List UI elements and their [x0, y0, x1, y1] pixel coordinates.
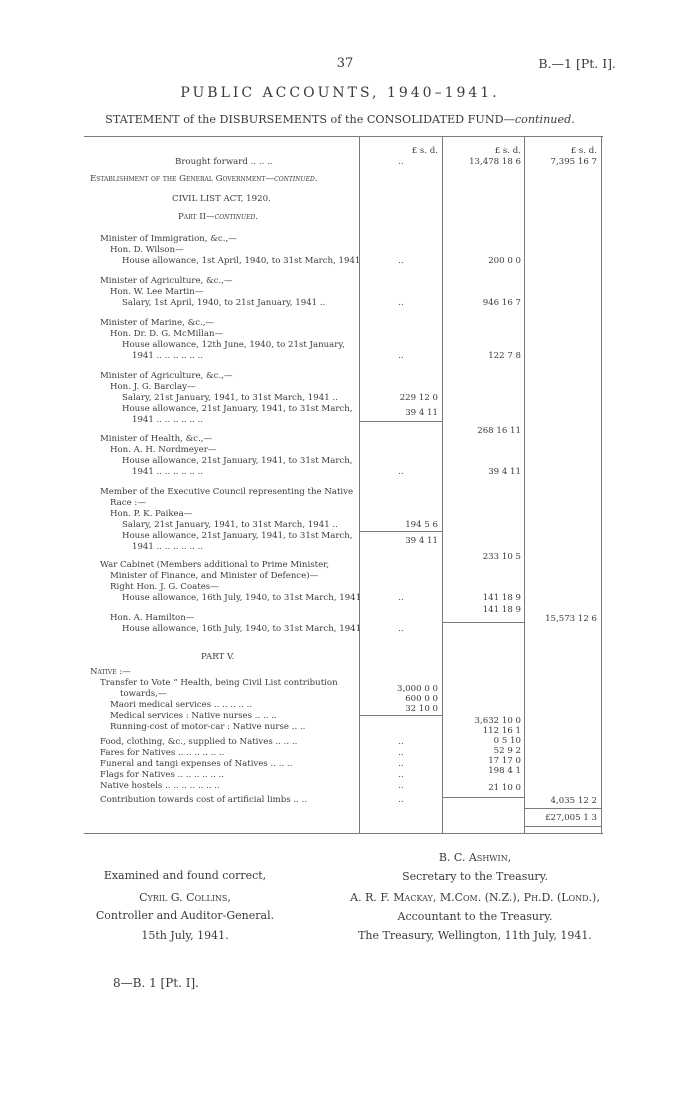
- sum-rule: [360, 715, 442, 716]
- table-bottom-rule: [84, 833, 603, 834]
- sub-item-amount: 32 10 0: [405, 704, 438, 714]
- column-rule-3: [524, 137, 525, 833]
- establishment-text: Establishment of the General Government—: [90, 174, 275, 184]
- entry-line: House allowance, 12th June, 1940, to 21st January,: [122, 340, 345, 350]
- transfer-line: towards,—: [120, 689, 167, 699]
- column-units: £ s. d.: [411, 146, 438, 156]
- entry-col2: 39 4 11: [488, 467, 521, 477]
- part-title: [178, 212, 258, 223]
- sub-item-label: Maori medical services .. .. .. .. ..: [110, 700, 253, 710]
- native-item-label: Flags for Natives .. .. .. .. .. ..: [100, 770, 225, 780]
- entry-line: Race :—: [110, 498, 146, 508]
- entry-line: House allowance, 16th July, 1940, to 31st March, 1941: [122, 593, 362, 603]
- auditor-name: Cyril G. Collins,: [139, 891, 231, 904]
- entry-line: 1941 .. .. .. .. .. ..: [132, 351, 204, 361]
- entry-line: Minister of Immigration, &c.,—: [100, 234, 237, 244]
- native-item-label: Food, clothing, &c., supplied to Natives .. .. ..: [100, 737, 298, 747]
- audit-date: 15th July, 1941.: [141, 929, 229, 942]
- transfer-total: 3,632 10 0: [474, 716, 521, 726]
- entry-col1: ..: [398, 467, 404, 477]
- entry-col2: 946 16 7: [482, 298, 521, 308]
- accountant-role: Accountant to the Treasury.: [397, 910, 553, 923]
- native-item-col1: ..: [398, 737, 404, 747]
- entry-col1-b: 39 4 11: [405, 536, 438, 546]
- native-item-col2: 0 5 10: [493, 736, 521, 746]
- native-item-label: Fares for Natives .. .. .. .. .. ..: [100, 748, 225, 758]
- sum-rule: [360, 531, 442, 532]
- entry-col2: 141 18 9: [482, 593, 521, 603]
- statement-subtitle: [60, 113, 620, 126]
- sum-rule: [443, 797, 524, 798]
- act-title: CIVIL LIST ACT, 1920.: [172, 194, 271, 204]
- examined-line: Examined and found correct,: [103, 869, 267, 882]
- entry-line: Salary, 21st January, 1941, to 31st March, 1941 ..: [122, 393, 338, 403]
- brought-forward-col3: 7,395 16 7: [550, 157, 597, 167]
- entry-col1: ..: [398, 298, 404, 308]
- transfer-line: Transfer to Vote “ Health, being Civil List contribution: [100, 678, 338, 688]
- sub-item-label: Running-cost of motor-car : Native nurse .. ..: [110, 722, 306, 732]
- sum-rule: [525, 826, 601, 827]
- entry-col2: 200 0 0: [488, 256, 521, 266]
- establishment-heading: [90, 174, 318, 185]
- entry-line: Hon. P. K. Paikea—: [110, 509, 193, 519]
- subtitle-text: STATEMENT of the DISBURSEMENTS of the CONSOLIDATED FUND—: [105, 113, 515, 126]
- entry-line: House allowance, 16th July, 1940, to 31st March, 1941: [122, 624, 362, 634]
- subtitle-continued: continued.: [514, 113, 575, 126]
- auditor-role: Controller and Auditor-General.: [95, 909, 275, 922]
- treasury-place-date: The Treasury, Wellington, 11th July, 1941.: [358, 929, 592, 942]
- native-item-col2: 21 10 0: [488, 783, 521, 793]
- sum-rule: [525, 808, 601, 809]
- page-title: PUBLIC ACCOUNTS, 1940–1941.: [180, 85, 500, 101]
- secretary-role: Secretary to the Treasury.: [402, 870, 548, 883]
- entry-line: Minister of Health, &c.,—: [100, 434, 213, 444]
- native-item-col2: 17 17 0: [488, 756, 521, 766]
- entry-line: Hon. A. H. Nordmeyer—: [110, 445, 217, 455]
- entry-col2: 268 16 11: [477, 426, 521, 436]
- native-item-col2: 112 16 1: [482, 726, 521, 736]
- entry-line: Minister of Finance, and Minister of Defence)—: [110, 571, 319, 581]
- part-v-total: 4,035 12 2: [550, 796, 597, 806]
- entry-line: House allowance, 21st January, 1941, to 31st March,: [122, 456, 353, 466]
- entry-line: Hon. D. Wilson—: [110, 245, 184, 255]
- entry-line: House allowance, 21st January, 1941, to 31st March,: [122, 531, 353, 541]
- entry-col1-a: 229 12 0: [399, 393, 438, 403]
- part-text: Part II—: [178, 212, 215, 222]
- native-item-col1: ..: [398, 759, 404, 769]
- entry-line: House allowance, 1st April, 1940, to 31st March, 1941: [122, 256, 361, 266]
- native-item-col1: ..: [398, 781, 404, 791]
- entry-col2: 233 10 5: [482, 552, 521, 562]
- sub-item-amount: 3,000 0 0: [396, 684, 438, 694]
- entry-line: Salary, 1st April, 1940, to 21st January, 1941 ..: [122, 298, 326, 308]
- entry-line: Salary, 21st January, 1941, to 31st March, 1941 ..: [122, 520, 338, 530]
- part-continued: continued.: [214, 212, 259, 222]
- entry-col1: ..: [398, 624, 404, 634]
- native-item-col1: ..: [398, 748, 404, 758]
- page-number: 37: [336, 56, 354, 71]
- column-units: £ s. d.: [494, 146, 521, 156]
- entry-col1-a: 194 5 6: [405, 520, 438, 530]
- entry-col2: 122 7 8: [488, 351, 521, 361]
- native-item-col2: 52 9 2: [493, 746, 521, 756]
- sum-rule: [360, 421, 442, 422]
- entry-line: Right Hon. J. G. Coates—: [110, 582, 219, 592]
- brought-forward-col1: ..: [398, 157, 404, 167]
- entry-line: 1941 .. .. .. .. .. ..: [132, 467, 204, 477]
- entry-line: Hon. J. G. Barclay—: [110, 382, 196, 392]
- table-top-rule: [84, 136, 603, 137]
- entry-line: Hon. W. Lee Martin—: [110, 287, 204, 297]
- entry-line: 1941 .. .. .. .. .. ..: [132, 542, 204, 552]
- entry-line: Minister of Agriculture, &c.,—: [100, 276, 233, 286]
- entry-line: House allowance, 21st January, 1941, to 31st March,: [122, 404, 353, 414]
- native-item-col1: ..: [398, 770, 404, 780]
- entry-col1-b: 39 4 11: [405, 408, 438, 418]
- entry-line: Hon. A. Hamilton—: [110, 613, 195, 623]
- entry-line: War Cabinet (Members additional to Prime Minister,: [100, 560, 330, 570]
- entry-col1: ..: [398, 593, 404, 603]
- native-item-label: Contribution towards cost of artificial limbs .. ..: [100, 795, 308, 805]
- native-item-col2: 198 4 1: [488, 766, 521, 776]
- entry-col1: ..: [398, 351, 404, 361]
- column-rule-4: [601, 137, 602, 833]
- entry-line: Hon. Dr. D. G. McMillan—: [110, 329, 224, 339]
- grand-total: £27,005 1 3: [545, 813, 597, 823]
- brought-forward-label: Brought forward .. .. ..: [175, 157, 273, 167]
- native-item-col1: ..: [398, 795, 404, 805]
- column-units: £ s. d.: [570, 146, 597, 156]
- entry-col3: 15,573 12 6: [545, 614, 597, 624]
- native-item-label: Native hostels .. .. .. .. .. .. ..: [100, 781, 220, 791]
- establishment-continued: continued.: [274, 174, 318, 184]
- entry-col2: 141 18 9: [482, 605, 521, 615]
- native-item-label: Funeral and tangi expenses of Natives .. .. ..: [100, 759, 293, 769]
- sub-item-amount: 600 0 0: [405, 694, 438, 704]
- document-reference: B.—1 [Pt. I].: [538, 56, 616, 71]
- native-label: Native :—: [90, 667, 131, 677]
- footer-code: 8—B. 1 [Pt. I].: [113, 976, 199, 990]
- entry-line: Minister of Agriculture, &c.,—: [100, 371, 233, 381]
- entry-line: 1941 .. .. .. .. .. ..: [132, 415, 204, 425]
- part-v-title: PART V.: [201, 652, 235, 662]
- column-rule-1: [359, 137, 360, 833]
- secretary-name: B. C. Ashwin,: [438, 851, 512, 864]
- sum-rule: [443, 622, 524, 623]
- accountant-name: A. R. F. Mackay, M.Com. (N.Z.), Ph.D. (Lond.),: [350, 891, 600, 904]
- entry-line: Member of the Executive Council representing the Native: [100, 487, 354, 497]
- entry-col1: ..: [398, 256, 404, 266]
- sub-item-label: Medical services : Native nurses .. .. ..: [110, 711, 277, 721]
- brought-forward-col2: 13,478 18 6: [469, 157, 521, 167]
- entry-line: Minister of Marine, &c.,—: [100, 318, 215, 328]
